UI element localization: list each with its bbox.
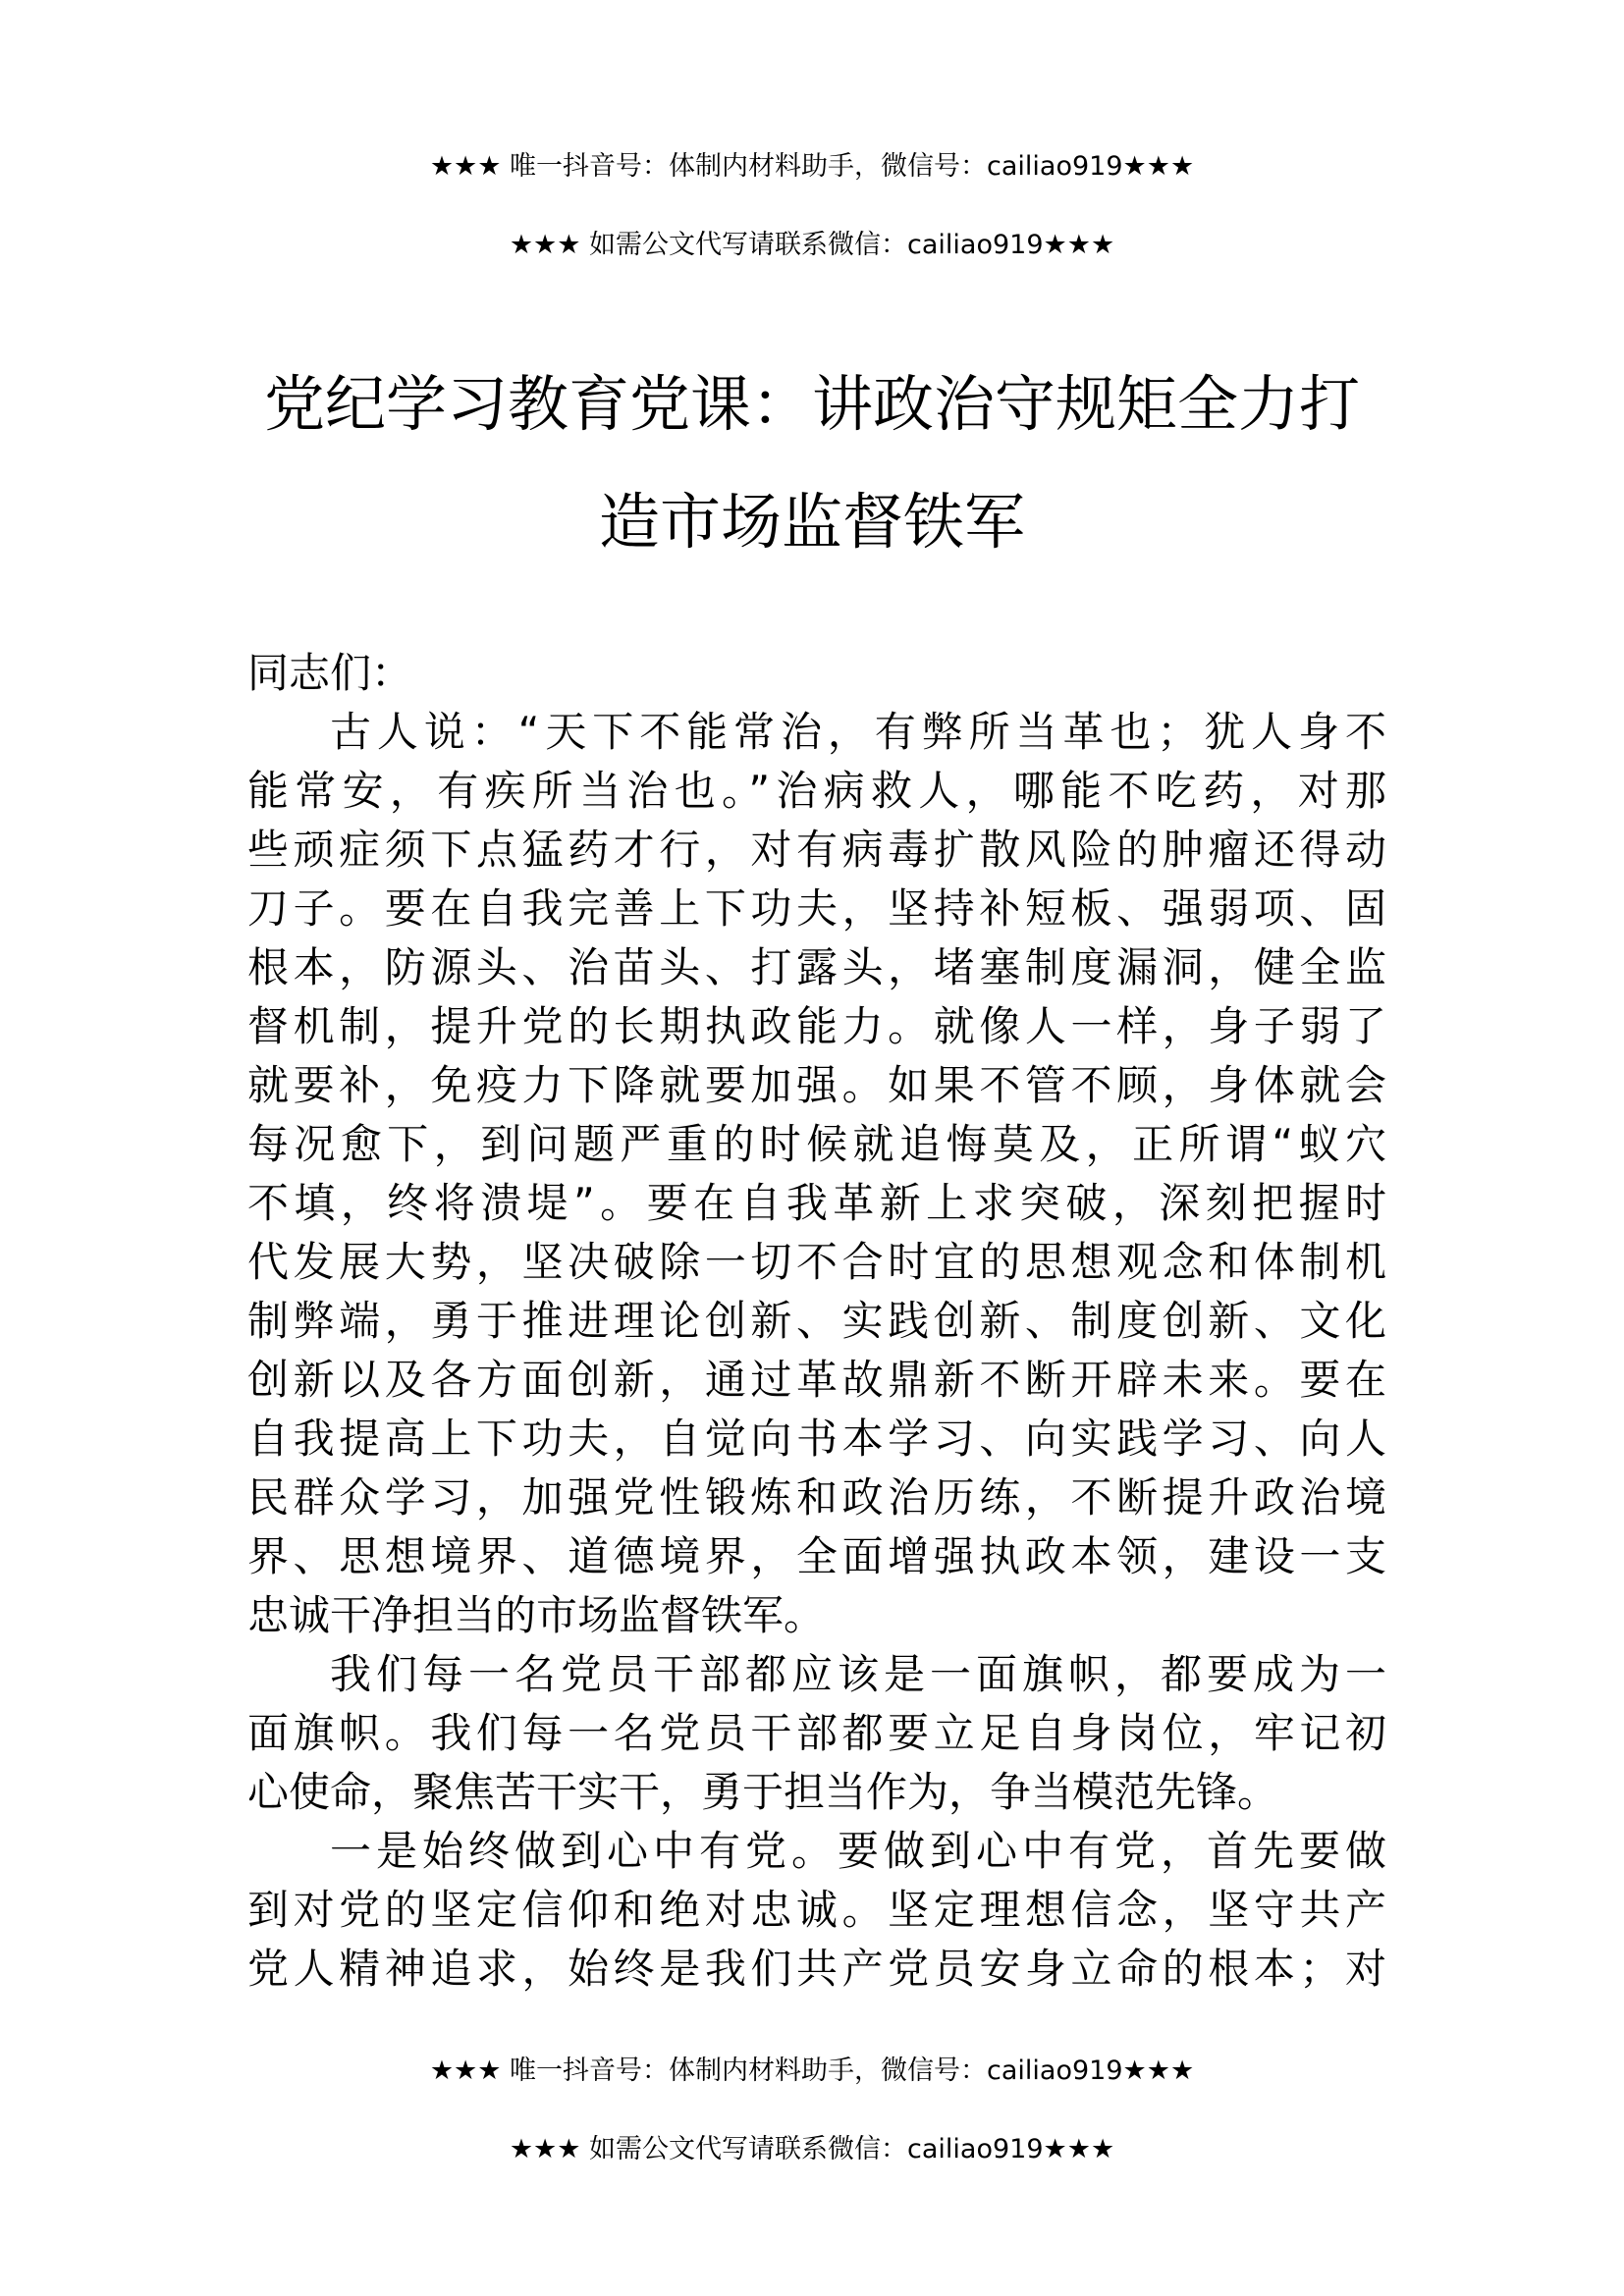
document-title-line-2: 造市场监督铁军 xyxy=(598,486,1025,558)
header-watermark-line-2: ★★★ 如需公文代写请联系微信：cailiao919★★★ xyxy=(509,230,1115,260)
body-line: 自我提高上下功夫，自觉向书本学习、向实践学习、向人 xyxy=(247,1415,1386,1463)
body-line: 界、思想境界、道德境界，全面增强执政本领，建设一支 xyxy=(247,1532,1386,1580)
body-line: 一是始终做到心中有党。要做到心中有党，首先要做 xyxy=(330,1827,1386,1875)
body-line: 就要补，免疫力下降就要加强。如果不管不顾，身体就会 xyxy=(247,1061,1386,1109)
body-line: 刀子。要在自我完善上下功夫，坚持补短板、强弱项、固 xyxy=(247,884,1386,933)
body-line: 制弊端，勇于推进理论创新、实践创新、制度创新、文化 xyxy=(247,1297,1386,1345)
body-line: 每况愈下，到问题严重的时候就追悔莫及，正所谓“蚁穴 xyxy=(247,1120,1386,1168)
body-line: 不填，终将溃堤”。要在自我革新上求突破，深刻把握时 xyxy=(247,1179,1386,1227)
body-line: 党人精神追求，始终是我们共产党员安身立命的根本；对 xyxy=(247,1945,1386,1993)
body-line: 创新以及各方面创新，通过革故鼎新不断开辟未来。要在 xyxy=(247,1356,1386,1404)
footer-watermark-line-1: ★★★ 唯一抖音号：体制内材料助手，微信号：cailiao919★★★ xyxy=(429,2056,1195,2086)
body-line: 忠诚干净担当的市场监督铁军。 xyxy=(247,1591,826,1639)
body-line: 能常安，有疾所当治也。”治病救人，哪能不吃药，对那 xyxy=(247,767,1386,815)
body-line: 心使命，聚焦苦干实干，勇于担当作为，争当模范先锋。 xyxy=(247,1768,1279,1816)
header-watermark-line-1: ★★★ 唯一抖音号：体制内材料助手，微信号：cailiao919★★★ xyxy=(429,151,1195,182)
document-title-line-1: 党纪学习教育党课：讲政治守规矩全力打 xyxy=(263,368,1360,440)
body-line: 民群众学习，加强党性锻炼和政治历练，不断提升政治境 xyxy=(247,1473,1386,1522)
body-line: 些顽症须下点猛药才行，对有病毒扩散风险的肿瘤还得动 xyxy=(247,826,1386,874)
body-line: 根本，防源头、治苗头、打露头，堵塞制度漏洞，健全监 xyxy=(247,943,1386,991)
body-line: 古人说：“天下不能常治，有弊所当革也；犹人身不 xyxy=(330,708,1386,756)
body-line: 督机制，提升党的长期执政能力。就像人一样，身子弱了 xyxy=(247,1002,1386,1050)
body-line: 面旗帜。我们每一名党员干部都要立足自身岗位，牢记初 xyxy=(247,1709,1386,1757)
footer-watermark-line-2: ★★★ 如需公文代写请联系微信：cailiao919★★★ xyxy=(509,2134,1115,2164)
body-line: 代发展大势，坚决破除一切不合时宜的思想观念和体制机 xyxy=(247,1238,1386,1286)
body-line: 我们每一名党员干部都应该是一面旗帜，都要成为一 xyxy=(330,1650,1386,1698)
body-line: 到对党的坚定信仰和绝对忠诚。坚定理想信念，坚守共产 xyxy=(247,1886,1386,1934)
salutation: 同志们： xyxy=(247,649,413,697)
